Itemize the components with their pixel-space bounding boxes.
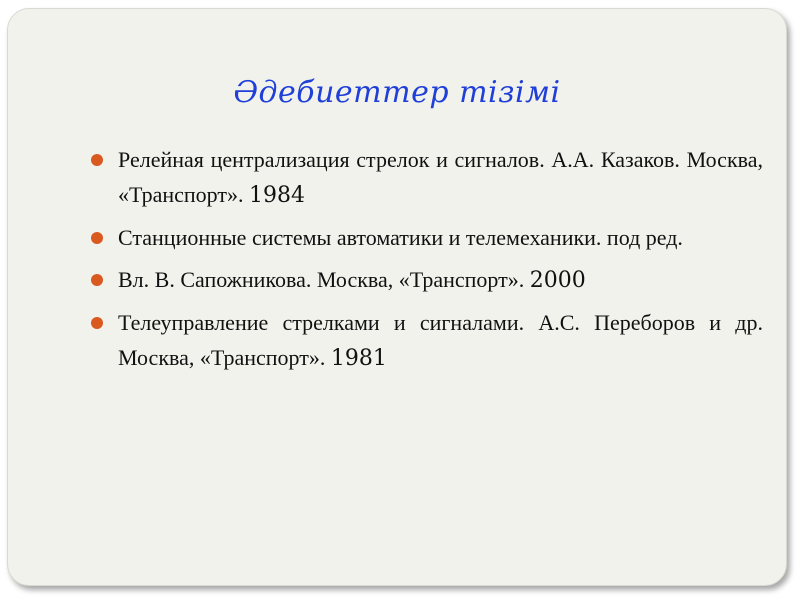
reference-year: 1984: [249, 183, 306, 208]
reference-list: [87, 142, 763, 383]
reference-item-1: [87, 142, 763, 213]
bullet-dot-icon: [91, 317, 103, 329]
reference-text: Вл. В. Сапожникова. Москва, «Транспорт».: [118, 267, 530, 292]
reference-item-4: [87, 305, 763, 376]
bullet-dot-icon: [91, 154, 103, 166]
bullet-dot-icon: [91, 232, 103, 244]
reference-text: Релейная централизация стрелок и сигналов. А.А. Казаков. Москва, «Транспорт».: [118, 147, 763, 207]
reference-item-2: [87, 220, 763, 255]
slide: [7, 8, 787, 586]
bullet-dot-icon: [91, 274, 103, 286]
reference-text: Станционные системы автоматики и телемеханики. под ред.: [118, 225, 683, 250]
reference-text: Телеуправление стрелками и сигналами. А.С. Переборов и др. Москва, «Транспорт».: [118, 310, 763, 370]
reference-year: 2000: [529, 268, 586, 293]
slide-title: Әдебиеттер тізімі: [233, 75, 561, 110]
reference-year: 1981: [330, 346, 387, 371]
reference-item-3: [87, 262, 763, 298]
